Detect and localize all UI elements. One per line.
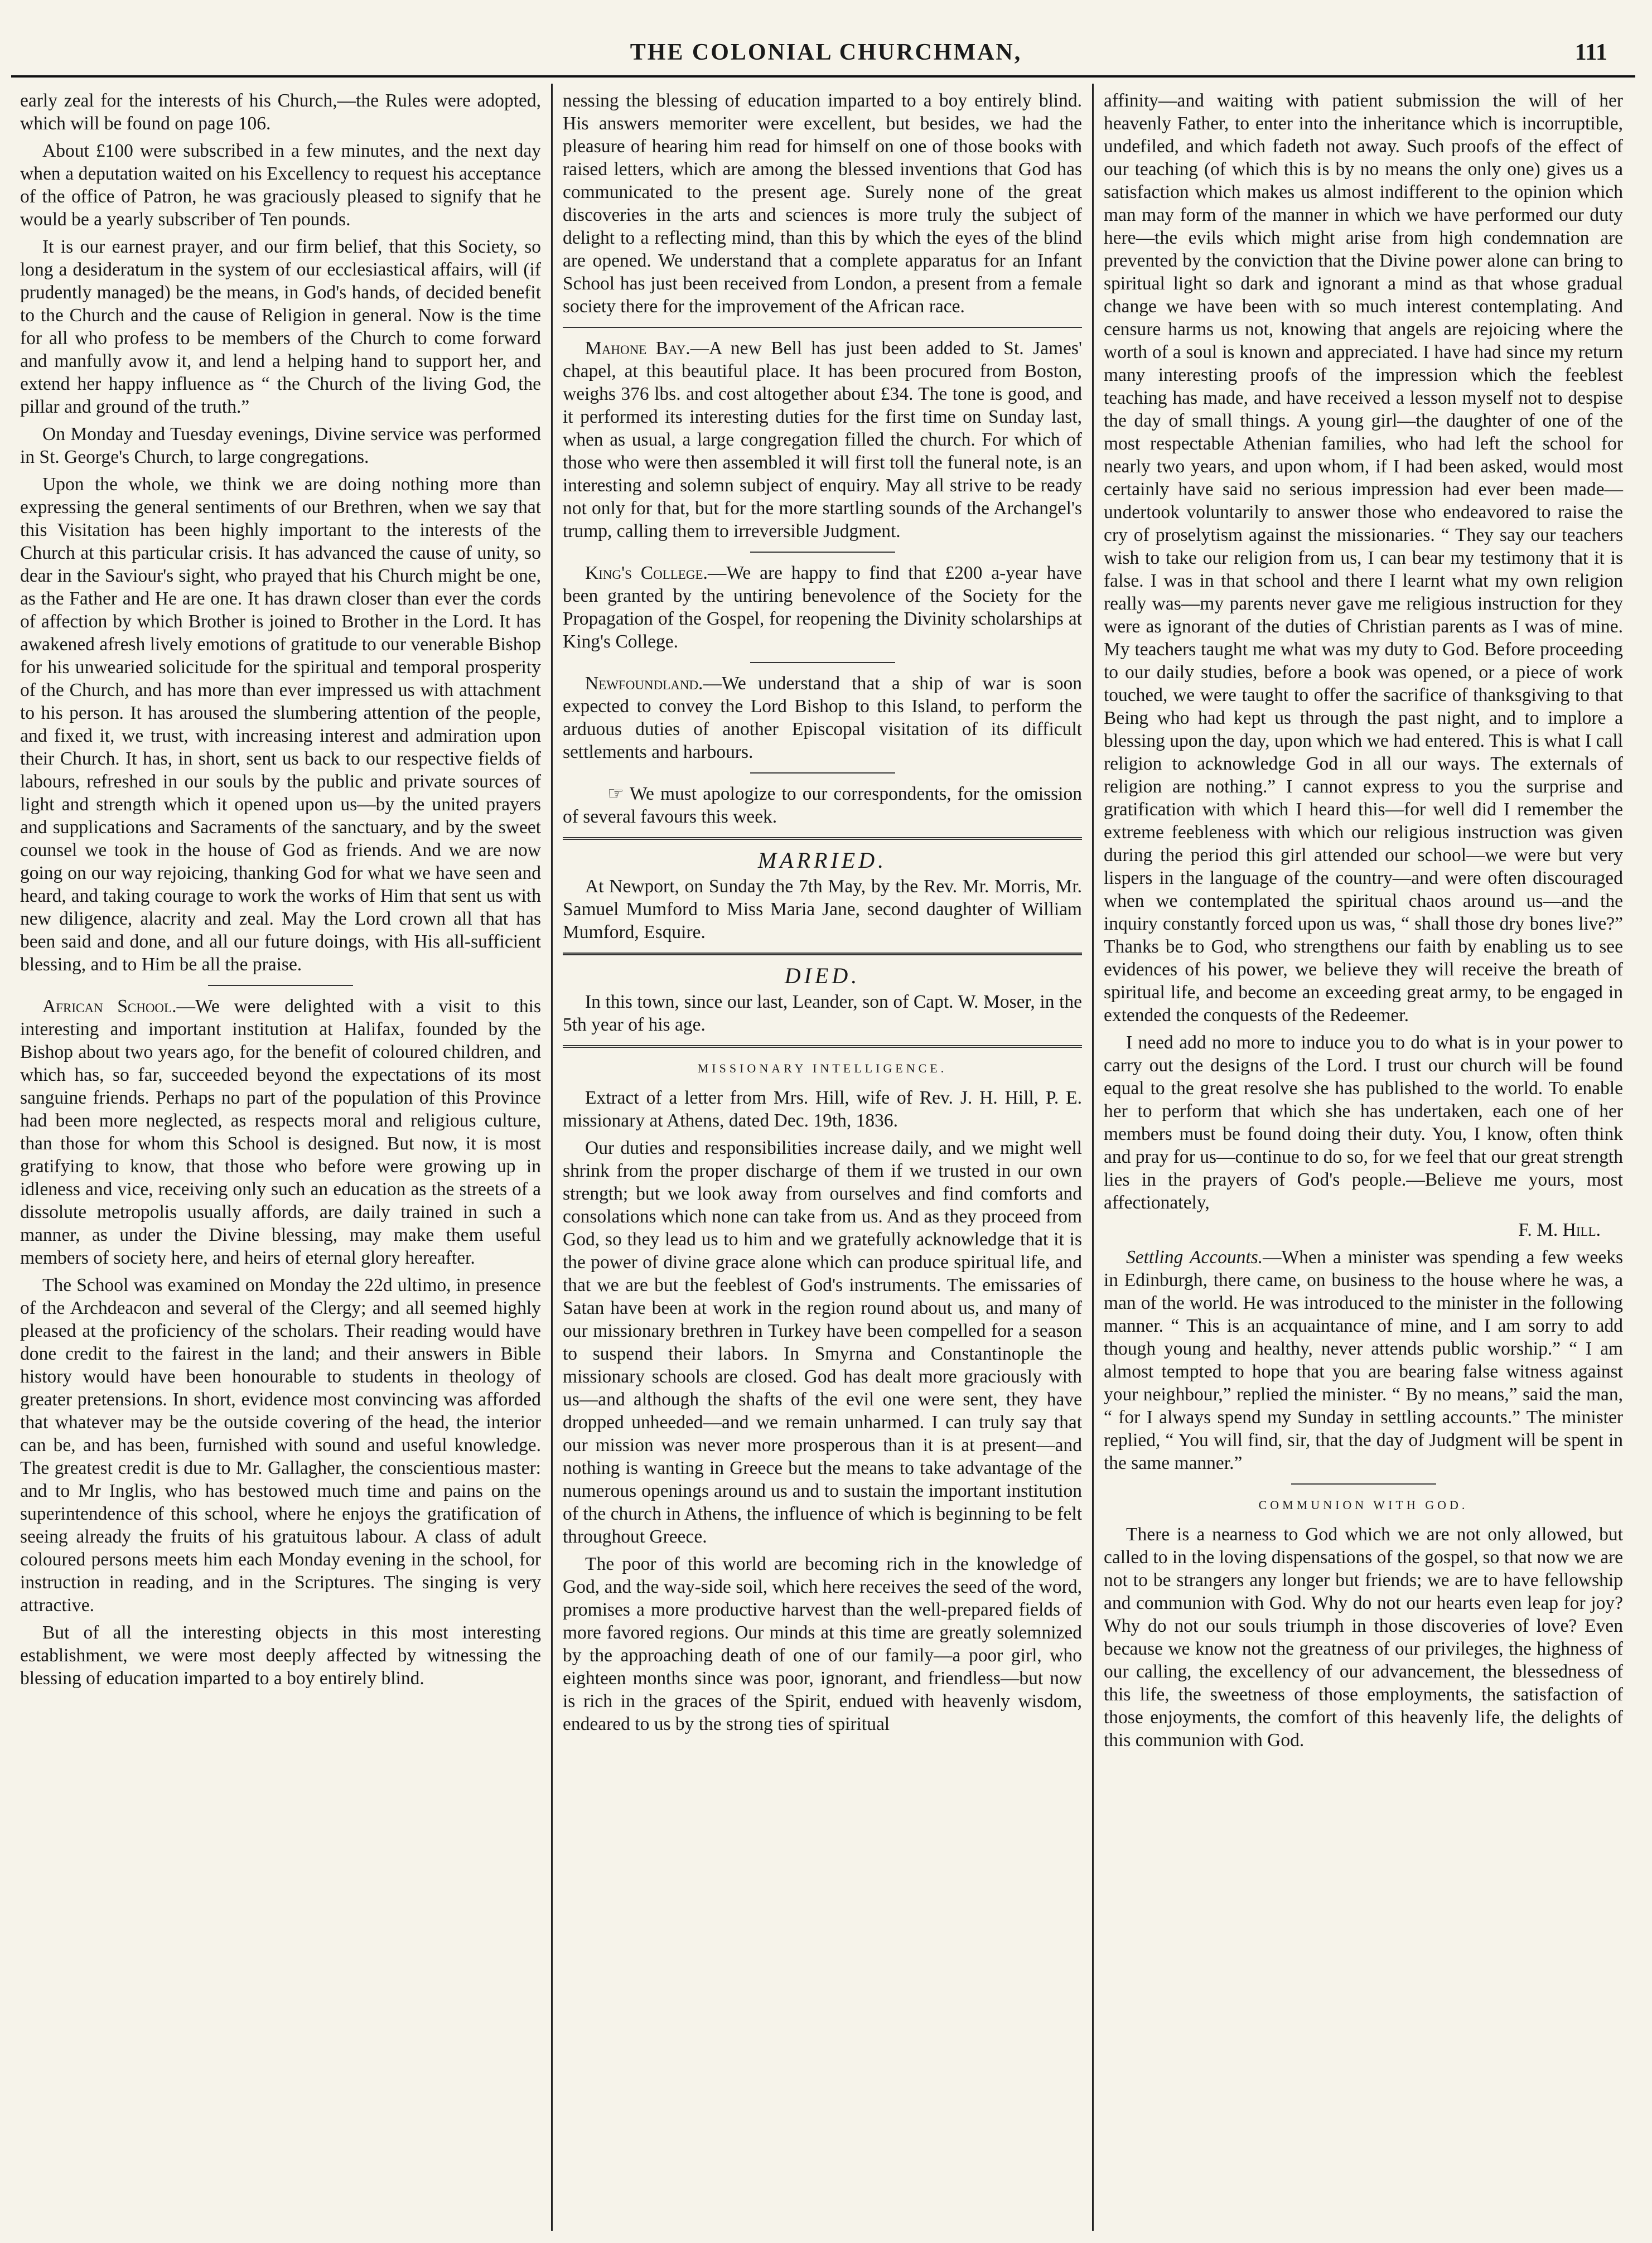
separator xyxy=(750,772,895,774)
section-lead: African School. xyxy=(42,996,177,1017)
died-heading: DIED. xyxy=(784,963,861,988)
died-notice: In this town, since our last, Leander, son of Capt. W. Moser, in the 5th year of his age. xyxy=(563,992,1082,1035)
separator xyxy=(750,552,895,553)
letter-extract-intro: Extract of a letter from Mrs. Hill, wife of Rev. J. H. Hill, P. E. missionary at Athens, dated Dec. 19th, 1836. xyxy=(563,1087,1082,1131)
header-rule xyxy=(11,75,1635,78)
paragraph-text: —When a minister was spending a few weeks in Edinburgh, there came, on business to the house where he was, a man of the world. He was introduced to the minister in the following manner. “ This is an acquaintance of mine, and I am sorry to add though young and healthy, never attends public worship.” “ I am almost tempted to hope that you are bearing false witness against your neighbour,” replied the minister. “ By no means,” said the man, “ for I always spend my Sunday in settling accounts.” The minister replied, “ You will find, sir, that the day of Judgment will be spent in the same manner.” xyxy=(1104,1247,1623,1473)
married-notice: At Newport, on Sunday the 7th May, by the Rev. Mr. Morris, Mr. Samuel Mumford to Miss Maria Jane, second daughter of William Mumford, Esquire. xyxy=(563,876,1082,942)
paragraph: The School was examined on Monday the 22d ultimo, in presence of the Archdeacon and several of the Clergy; and all seemed highly pleased at the proficiency of the scholars. Their reading would have done credit to the fairest in the land; and their answers in Bible history would have been honourable to students in theology of greater pretensions. In short, evidence most convincing was afforded that whatever may be the outside covering of the head, the interior can be, and has been, furnished with sound and useful knowledge. The greatest credit is due to Mr. Gallagher, the conscientious master: and to Mr Inglis, who has bestowed much time and pains on the superintendence of this school, where he enjoys the gratification of seeing already the fruits of his gratuitous labour. A class of adult coloured persons meets him each Monday evening in the school, for instruction in reading, and in the Scriptures. The singing is very attractive. xyxy=(20,1275,541,1616)
paragraph: early zeal for the interests of his Church,—the Rules were adopted, which will be found on page 106. xyxy=(20,90,541,134)
section-lead: Newfoundland. xyxy=(585,673,703,694)
paragraph: On Monday and Tuesday evenings, Divine service was performed in St. George's Church, to large congregations. xyxy=(20,424,541,467)
section-lead: King's College. xyxy=(585,563,708,583)
paragraph: Our duties and responsibilities increase daily, and we might well shrink from the proper discharge of them if we trusted in our own strength; but we look away from ourselves and find comforts and consolations which none can take from us. And as they proceed from God, so they lead us to him and we gratefully acknowledge that it is the power of divine grace alone which can produce spiritual life, and that we are but the feeblest of God's instruments. The emissaries of Satan have been at work in the region round about us, and many of our missionary brethren in Turkey have been compelled for a season to suspend their labors. In Smyrna and Constantinople the missionary schools are closed. God has dealt more graciously with us—and although the shafts of the evil one were sent, they have dropped unheeded—and we remain unharmed. I can truly say that our mission was never more prosperous than it is at present—and nothing is wanting in Greece but the means to take advantage of the numerous openings around us and to sustain the important institution of the church in Athens, the influence of which is beginning to be felt throughout Greece. xyxy=(563,1138,1082,1547)
paragraph-african-school xyxy=(20,995,541,1269)
separator xyxy=(208,985,353,986)
section-lead: Mahone Bay. xyxy=(585,338,690,359)
page-number: 111 xyxy=(1574,40,1607,65)
communion-heading: COMMUNION WITH GOD. xyxy=(1258,1498,1469,1512)
separator xyxy=(563,327,1082,328)
paragraph: But of all the interesting objects in this most interesting establishment, we were most deeply affected by witnessing the blessing of education imparted to a boy entirely blind. xyxy=(20,1622,541,1689)
paragraph: About £100 were subscribed in a few minutes, and the next day when a deputation waited on his Excellency to request his acceptance of the office of Patron, he was graciously pleased to signify that he would be a yearly subscriber of Ten pounds. xyxy=(20,141,541,230)
paragraph-text: We must apologize to our correspondents, for the omission of several favours this week. xyxy=(563,784,1082,827)
column-1 xyxy=(10,84,551,2231)
paragraph: nessing the blessing of education imparted to a boy entirely blind. His answers memoriter were excellent, but besides, we had the pleasure of hearing him read for himself on one of those books with raised letters, which are among the blessed inventions that God has communicated to the present age. Surely none of the great discoveries in the arts and sciences is more truly the subject of delight to a reflecting mind, than this by which the eyes of the blind are opened. We understand that a complete apparatus for an Infant School has just been received from London, a present from a female society there for the improvement of the African race. xyxy=(563,90,1082,317)
missionary-heading: MISSIONARY INTELLIGENCE. xyxy=(697,1061,948,1075)
letter-signature: F. M. Hill. xyxy=(1518,1220,1601,1240)
column-3 xyxy=(1092,84,1633,2231)
paragraph: Upon the whole, we think we are doing nothing more than expressing the general sentiments of our Brethren, when we say that this Visitation has been highly important to the interests of the Church at this particular crisis. It has advanced the cause of unity, so dear in the Saviour's sight, who prayed that his Church might be one, as the Father and He are one. It has drawn closer than ever the cords of affection by which Brother is joined to Brother in the Lord. It has awakened afresh lively emotions of gratitude to our venerable Bishop for his unwearied solicitude for the spiritual and temporal prosperity of the Church, and has more than ever impressed us with attachment to his person. It has aroused the slumbering attention of the people, and fixed it, we trust, with increasing interest and admiration upon their Church. It has, in short, sent us back to our respective fields of labours, refreshed in our souls by the public and private sources of light and strength which it opened upon us—by the united prayers and supplications and Sacraments of the sanctuary, and by the sweet counsel we took in the house of God as friends. And we are now going on our way rejoicing, thanking God for what we have seen and heard, and taking courage to work the works of Him that sent us with new diligence, alacrity and zeal. May the Lord crown all that has been said and done, and all our future doings, with His all-sufficient blessing, and to Him be all the praise. xyxy=(20,474,541,975)
paragraph: There is a nearness to God which we are not only allowed, but called to in the loving dispensations of the gospel, so that now we are not to be strangers any longer but friends; we are to have fellowship and communion with God. Why do not our hearts even leap for joy? Why do not our souls triumph in those discoveries of love? Even because we know not the greatness of our privileges, the highness of our calling, the excellency of our advancement, the blessedness of this life, the sweetness of those employments, the satisfaction of those enjoyments, the comfort of this heavenly life, the delights of this communion with God. xyxy=(1104,1524,1623,1751)
page-header xyxy=(0,0,1652,84)
paragraph: I need add no more to induce you to do what is in your power to carry out the designs of the Lord. I trust our church will be found equal to the great resolve she has published to the world. To enable her to perform that which she has undertaken, each one of her members must be found doing their duty. You, I know, often think and pray for us—continue to do so, for we feel that our great strength lies in the prayers of God's people.—Believe me yours, most affectionately, xyxy=(1104,1032,1623,1213)
paragraph-apology xyxy=(563,782,1082,828)
column-2 xyxy=(551,84,1092,2231)
separator xyxy=(1291,1483,1436,1485)
paragraph-text: —We understand that a ship of war is soon expected to convey the Lord Bishop to this Island, to perform the arduous duties of another Episcopal visitation of its difficult settlements and harbours. xyxy=(563,673,1082,762)
separator xyxy=(750,662,895,663)
newspaper-title: THE COLONIAL CHURCHMAN, xyxy=(630,40,1022,65)
separator xyxy=(563,953,1082,955)
paragraph: affinity—and waiting with patient submission the will of her heavenly Father, to enter into the inheritance which is incorruptible, undefiled, and which fadeth not away. Such proofs of the effect of our teaching (of which this is by no means the only one) gives us a satisfaction which makes us almost indifferent to the opinion which man may form of the manner in which we have performed our duty here—the evils which might arise from high condemnation are prevented by the conviction that the Divine power alone can bring to spiritual light so dark and ignorant a mind as that whose gradual change we have been with so much interest contemplating. And censure harms us not, knowing that angels are rejoicing where the worth of a soul is known and appreciated. I have had since my return many interesting proofs of the impression which the feeblest teaching has made, and have received a lesson myself not to despise the day of small things. A young girl—the daughter of one of the most respectable Athenian families, who had left the school for nearly two years, and upon whom, if I had been asked, would most certainly have said no serious impression had ever been made—undertook voluntarily to answer those who endeavored to raise the cry of proselytism against the missionaries. “ They say our teachers wish to take our religion from us, I can bear my testimony that it is false. I was in that school and there I learnt what my own religion really was—my parents never gave me religious instruction for they were as ignorant of the duties of Christian parents as I was of mine. My teachers taught me what was my duty to God. Before proceeding to our daily studies, before a book was opened, or a piece of work touched, we were taught to offer the sacrifice of thanksgiving to that Being who had kept us through the past night, and to implore a blessing upon the day, upon which we had entered. This is what I call religion to acknowledge God in all our ways. The externals of religion are nothing.” I cannot express to you the surprise and gratification with which I heard this—for well did I remember the extreme feebleness with which our religious instruction was given during the period this girl attended our school—we were but very lispers in the language of the country—and were often discouraged when we contemplated the spiritual chaos around us—and the inquiry constantly forced upon us was, “ shall those dry bones live?” Thanks be to God, who strengthens our faith by enabling us to see evidences of his power, we believe they will receive the breath of spiritual life, and become an exceeding great army, to be engaged in extended the conquests of the Redeemer. xyxy=(1104,90,1623,1026)
paragraph-kings-college xyxy=(563,562,1082,653)
paragraph-settling-accounts xyxy=(1104,1246,1623,1475)
text-columns xyxy=(10,84,1633,2231)
paragraph-text: —A new Bell has just been added to St. James' chapel, at this beautiful place. It has been procured from Boston, weighs 376 lbs. and cost altogether about £34. The tone is good, and it performed its interesting duties for the first time on Sunday last, when as usual, a large congregation filled the church. For which of those who were then assembled it will first toll the funeral note, is an interesting and solemn subject of enquiry. May all strive to be ready not only for that, but for the more startling sounds of the Archangel's trump, calling them to irreversible Judgment. xyxy=(563,338,1082,542)
paragraph: The poor of this world are becoming rich in the knowledge of God, and the way-side soil, which here receives the seed of the word, promises a more productive harvest than the well-prepared fields of more favored regions. Our minds at this time are greatly solemnized by the approaching death of one of our family—a poor girl, who eighteen months since was poor, ignorant, and friendless—but now is rich in the graces of the Spirit, endued with heavenly wisdom, endeared to us by the strong ties of spiritual xyxy=(563,1554,1082,1734)
section-lead: Settling Accounts. xyxy=(1126,1247,1263,1268)
paragraph-newfoundland xyxy=(563,672,1082,763)
paragraph-text: —We are happy to find that £200 a-year have been granted by the untiring benevolence of the Society for the Propagation of the Gospel, for reopening the Divinity scholarships at King's College. xyxy=(563,563,1082,652)
married-heading: MARRIED. xyxy=(757,848,887,873)
paragraph-text: —We were delighted with a visit to this interesting and important institution at Halifax, founded by the Bishop about two years ago, for the benefit of coloured children, and which has, so far, succeeded beyond the expectations of its most sanguine friends. Perhaps no part of the population of this Province had been more neglected, as respects moral and religious culture, than those for whom this School is designed. But now, it is most gratifying to know, that those who before were growing up in idleness and vice, receiving only such an education as the streets of a dissolute metropolis usually affords, are daily trained in such a manner, as under the Divine blessing, may make them useful members of society here, and heirs of eternal glory hereafter. xyxy=(20,996,541,1268)
separator xyxy=(563,837,1082,840)
separator xyxy=(563,1045,1082,1048)
pointing-hand-icon: ☞ xyxy=(607,784,625,804)
paragraph: It is our earnest prayer, and our firm belief, that this Society, so long a desideratum in the system of our ecclesiastical affairs, will (if prudently managed) be the means, in God's hands, of decided benefit to the Church and the cause of Religion in general. Now is the time for all who profess to be members of the Church to come forward and manfully avow it, and lend a helping hand to support her, and extend her happy influence as “ the Church of the living God, the pillar and ground of the truth.” xyxy=(20,236,541,417)
paragraph-mahone-bay xyxy=(563,337,1082,543)
